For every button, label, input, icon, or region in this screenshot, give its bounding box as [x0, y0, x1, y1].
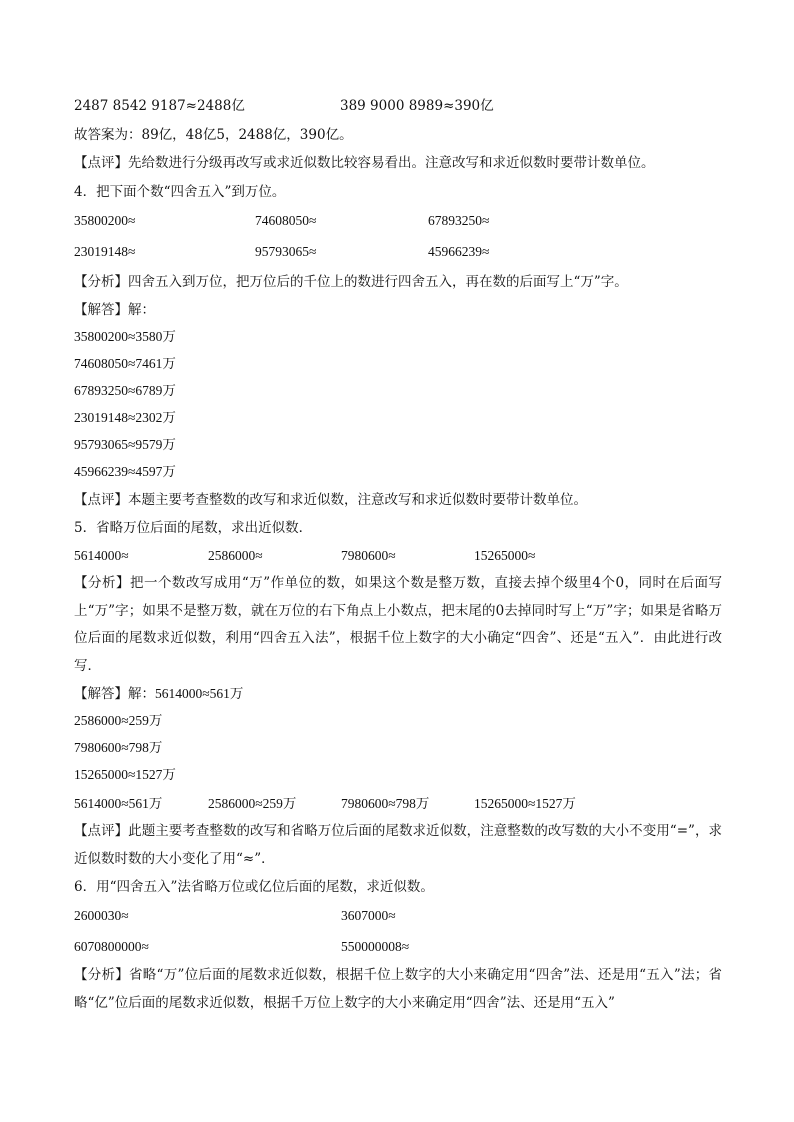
- problem-4-analysis: 【分析】四舍五入到万位，把万位后的千位上的数进行四舍五入，再在数的后面写上“万”字。: [74, 274, 628, 290]
- answer-line-1: 2487 8542 9187≈2488亿: [74, 98, 245, 114]
- problem-5-summary-item: 15265000≈1527万: [474, 796, 576, 811]
- problem-6-item: 6070800000≈: [74, 939, 149, 954]
- problem-4-item: 35800200≈: [74, 213, 136, 228]
- problem-5-item: 5614000≈: [74, 548, 129, 563]
- problem-5-item: 15265000≈: [474, 548, 536, 563]
- answer-summary: 故答案为：89亿，48亿5，2488亿，390亿。: [74, 127, 353, 143]
- problem-5-result: 15265000≈1527万: [74, 767, 176, 782]
- answer-line-2: 389 9000 8989≈390亿: [340, 98, 494, 114]
- problem-4-result: 74608050≈7461万: [74, 356, 176, 371]
- problem-4-item: 67893250≈: [428, 213, 490, 228]
- problem-5-item: 2586000≈: [208, 548, 263, 563]
- problem-5-solution: 【解答】解：5614000≈561万: [74, 686, 244, 701]
- problem-6-item: 2600030≈: [74, 908, 129, 923]
- problem-5-result: 2586000≈259万: [74, 713, 163, 728]
- problem-5-summary-item: 5614000≈561万: [74, 796, 163, 811]
- problem-5-summary-item: 2586000≈259万: [208, 796, 297, 811]
- problem-5-item: 7980600≈: [341, 548, 396, 563]
- problem-4-comment: 【点评】本题主要考查整数的改写和求近似数，注意改写和求近似数时要带计数单位。: [74, 492, 587, 508]
- problem-5-title: 5．省略万位后面的尾数，求出近似数．: [74, 520, 313, 536]
- problem-4-item: 45966239≈: [428, 244, 490, 259]
- problem-6-analysis: 【分析】省略“万”位后面的尾数求近似数，根据千位上数字的大小来确定用“四舍”法、还是用“五入”法；省略“亿”位后面的尾数求近似数，根据千万位上数字的大小来确定用“四舍”法、还是用“五入”: [74, 967, 722, 1011]
- problem-6-title: 6．用“四舍五入”法省略万位或亿位后面的尾数，求近似数。: [74, 879, 434, 895]
- problem-4-result: 45966239≈4597万: [74, 464, 176, 479]
- problem-5-comment: 【点评】此题主要考查整数的改写和省略万位后面的尾数求近似数，注意整数的改写数的大小不变用“=”，求近似数时数的大小变化了用“≈”．: [74, 823, 722, 867]
- problem-4-item: 23019148≈: [74, 244, 136, 259]
- problem-4-item: 95793065≈: [255, 244, 317, 259]
- problem-6-item: 3607000≈: [341, 908, 396, 923]
- problem-4-result: 95793065≈9579万: [74, 437, 176, 452]
- problem-4-item: 74608050≈: [255, 213, 317, 228]
- problem-4-result: 23019148≈2302万: [74, 410, 176, 425]
- comment-line: 【点评】先给数进行分级再改写或求近似数比较容易看出。注意改写和求近似数时要带计数单位。: [74, 155, 655, 171]
- problem-5-summary-item: 7980600≈798万: [341, 796, 430, 811]
- problem-5-result: 7980600≈798万: [74, 740, 163, 755]
- problem-4-solution-label: 【解答】解：: [74, 302, 155, 318]
- problem-6-item: 550000008≈: [341, 939, 410, 954]
- problem-4-result: 35800200≈3580万: [74, 329, 176, 344]
- problem-4-title: 4．把下面个数“四舍五入”到万位。: [74, 184, 286, 200]
- problem-4-result: 67893250≈6789万: [74, 383, 176, 398]
- problem-5-analysis: 【分析】把一个数改写成用“万”作单位的数，如果这个数是整万数，直接去掉个级里4个0，同时在后面写上“万”字；如果不是整万数，就在万位的右下角点上小数点，把末尾的0去掉同时写上“万”字；如果是省略万位后面的尾数求近似数，利用“四舍五入法”，根据千位上数字的大小确定“四舍”、还是“五入”．由此进行改写．: [74, 575, 722, 674]
